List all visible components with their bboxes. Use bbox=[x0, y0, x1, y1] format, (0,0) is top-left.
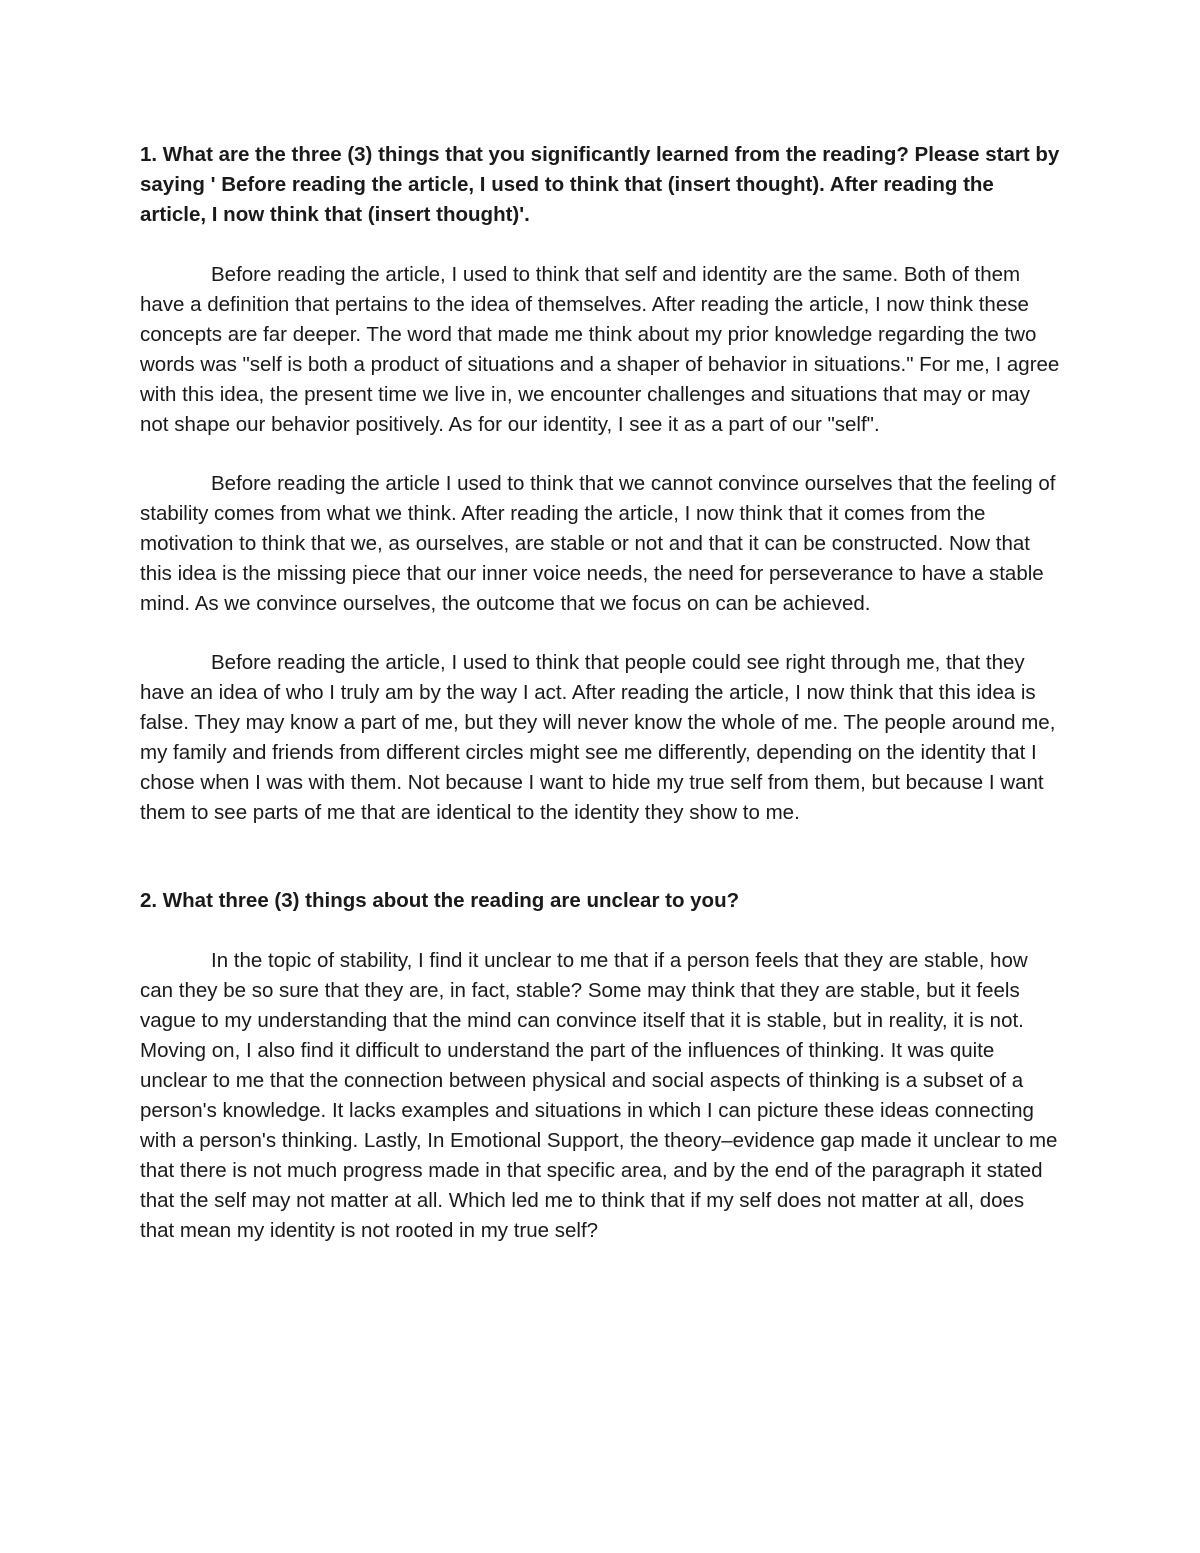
question-2-heading: 2. What three (3) things about the reading are unclear to you? bbox=[140, 889, 740, 912]
answer-paragraph: In the topic of stability, I find it unclear to me that if a person feels that they are stable, how can they be so sure that they are, in fact, stable? Some may think that they are stable, but it feels vague to my understanding that the mind can convince itself that it is stable, but in reality, it is not. Moving on, I also find it difficult to understand the part of the influences of thinking. It was quite unclear to me that the connection between physical and social aspects of thinking is a subset of a person's knowledge. It lacks examples and situations in which I can picture these ideas connecting with a person's thinking. Lastly, In Emotional Support, the theory–evidence gap made it unclear to me that there is not much progress made in that specific area, and by the end of the paragraph it stated that the self may not matter at all. Which led me to think that if my self does not matter at all, does that mean my identity is not rooted in my true self? bbox=[140, 949, 1058, 1242]
document-page bbox=[140, 140, 1064, 1246]
answer-paragraph: Before reading the article, I used to think that people could see right through me, that they have an idea of who I truly am by the way I act. After reading the article, I now think that this idea is false. They may know a part of me, but they will never know the whole of me. The people around me, my family and friends from different circles might see me differently, depending on the identity that I chose when I was with them. Not because I want to hide my true self from them, but because I want them to see parts of me that are identical to the identity they show to me. bbox=[140, 651, 1056, 824]
section-question-2 bbox=[140, 886, 1064, 1246]
answer-paragraph: Before reading the article I used to think that we cannot convince ourselves that the feeling of stability comes from what we think. After reading the article, I now think that it comes from the motivation to think that we, as ourselves, are stable or not and that it can be constructed. Now that this idea is the missing piece that our inner voice needs, the need for perseverance to have a stable mind. As we convince ourselves, the outcome that we focus on can be achieved. bbox=[140, 472, 1056, 615]
section-question-1 bbox=[140, 140, 1064, 828]
answer-paragraph: Before reading the article, I used to think that self and identity are the same. Both of them have a definition that pertains to the idea of themselves. After reading the article, I now think these concepts are far deeper. The word that made me think about my prior knowledge regarding the two words was "self is both a product of situations and a shaper of behavior in situations." For me, I agree with this idea, the present time we live in, we encounter challenges and situations that may or may not shape our behavior positively. As for our identity, I see it as a part of our "self". bbox=[140, 263, 1060, 436]
question-1-heading: 1. What are the three (3) things that you significantly learned from the reading? Please start by saying ' Before reading the article, I used to think that (insert thought). After reading the article, I now think that (insert thought)'. bbox=[140, 143, 1060, 226]
